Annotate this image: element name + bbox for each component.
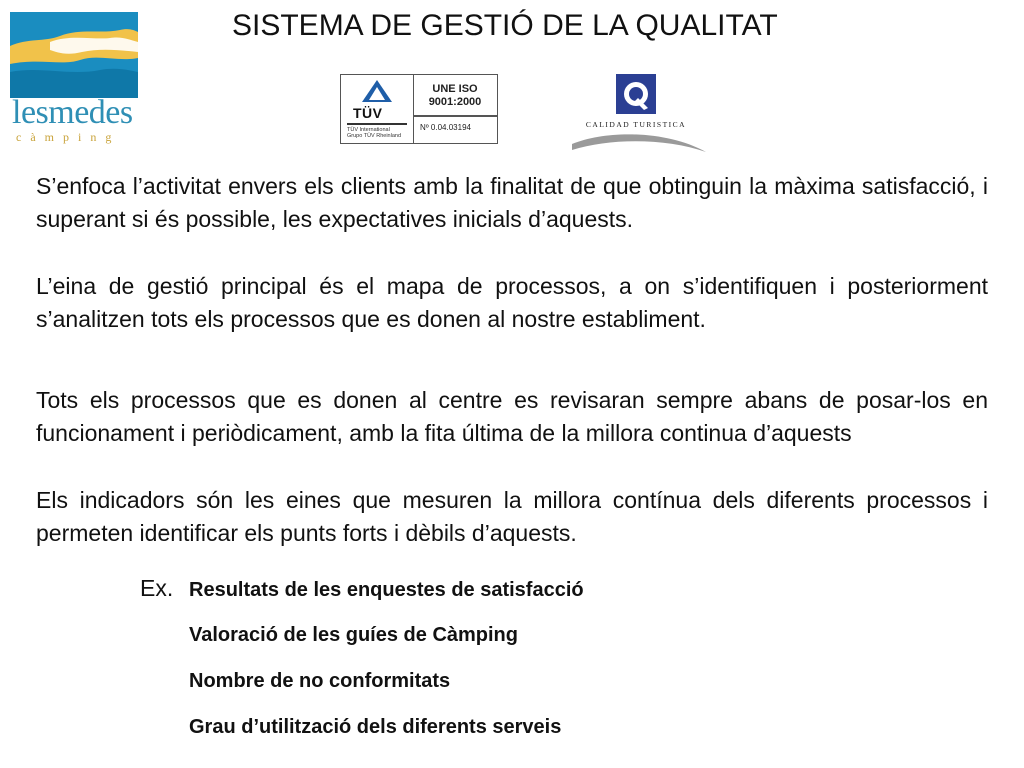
- iso-standard-panel: [414, 75, 497, 143]
- paragraph-process-review: Tots els processos que es donen al centre es revisaran sempre abans de posar-los en funcionament i periòdicament, amb la fita última de la millora continua d’aquests: [36, 387, 988, 446]
- paragraph-indicators: Els indicadors són les eines que mesuren la millora contínua dels diferents processos i permeten identificar els punts forts i dèbils d’aquests.: [36, 487, 988, 546]
- paragraph-client-focus: S’enfoca l’activitat envers els clients amb la finalitat de que obtinguin la màxima satisfacció, i superant si és possible, les expectatives inicials d’aquests.: [36, 173, 988, 232]
- q-swoosh: [566, 122, 706, 154]
- tuv-underline: [347, 123, 407, 125]
- iso-standard: [420, 83, 490, 109]
- q-label: CALIDAD TURISTICA: [585, 120, 687, 129]
- example-item: Nombre de no conformitats: [189, 670, 451, 692]
- tuv-logo: [341, 75, 414, 143]
- example-item: Resultats de les enquestes de satisfacció: [189, 579, 584, 601]
- examples-label: Ex.: [140, 575, 174, 601]
- tuv-small-line-2: Grupo TÜV Rheinland: [347, 133, 402, 139]
- les-medes-logo: [0, 0, 150, 152]
- q-quality-icon: [616, 74, 656, 114]
- tuv-iso-certification-badge: [340, 74, 498, 144]
- iso-standard-line-1: UNE ISO: [432, 83, 478, 95]
- tuv-small-line-1: TÜV International: [347, 127, 390, 133]
- example-item: Valoració de les guíes de Càmping: [189, 624, 518, 646]
- certificate-number: Nº 0.04.03194: [420, 123, 471, 132]
- tuv-small-text: [347, 127, 401, 139]
- logo-name: lesmedes: [12, 94, 133, 131]
- page-title: SISTEMA DE GESTIÓ DE LA QUALITAT: [232, 9, 778, 42]
- example-item: Grau d’utilització dels diferents serveis: [189, 716, 562, 738]
- logo-subtitle: càmping: [16, 130, 121, 144]
- logo-coast-illustration: [10, 12, 138, 98]
- iso-standard-line-2: 9001:2000: [428, 96, 482, 108]
- tuv-brand: TÜV: [353, 105, 383, 121]
- iso-divider: [414, 115, 497, 117]
- q-calidad-turistica-badge: [566, 72, 706, 154]
- paragraph-process-map: L’eina de gestió principal és el mapa de processos, a on s’identifiquen i posteriorment s’analitzen tots els processos que es donen al nostre establiment.: [36, 273, 988, 332]
- tuv-triangle-icon: [361, 79, 393, 103]
